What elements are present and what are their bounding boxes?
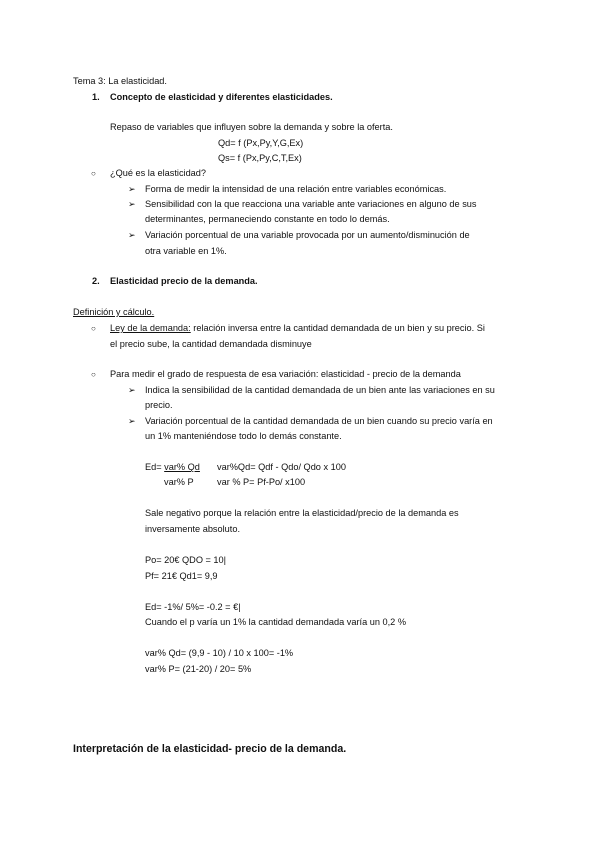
section-2-title: Elasticidad precio de la demanda. xyxy=(110,276,258,286)
circle-bullet-icon: ○ xyxy=(91,169,96,178)
var-qd-formula: var%Qd= Qdf - Qdo/ Qdo x 100 xyxy=(217,462,346,472)
law-of-demand-line-2: el precio sube, la cantidad demandada disminuye xyxy=(110,339,312,349)
example-initial: Po= 20€ QDO = 10| xyxy=(145,555,227,565)
definition-heading: Definición y cálculo. xyxy=(73,307,155,317)
topic-title: Tema 3: La elasticidad. xyxy=(73,76,167,86)
interpretation-heading: Interpretación de la elasticidad- precio de la demanda. xyxy=(73,743,347,755)
ed-numerator: var% Qd xyxy=(164,462,200,472)
sensitivity-line-2: precio. xyxy=(145,400,173,410)
section-2-number: 2. xyxy=(92,276,100,286)
arrow-bullet-icon: ➢ xyxy=(128,230,136,240)
law-of-demand-text: relación inversa entre la cantidad demandada de un bien y su precio. Si xyxy=(190,323,485,333)
arrow-bullet-icon: ➢ xyxy=(128,416,136,426)
ed-denominator: var% P xyxy=(164,477,194,487)
measure-response: Para medir el grado de respuesta de esa variación: elasticidad - precio de la demanda xyxy=(110,369,461,379)
var-p-formula: var % P= Pf-Po/ x100 xyxy=(217,477,306,487)
circle-bullet-icon: ○ xyxy=(91,370,96,379)
negative-note-line-1: Sale negativo porque la relación entre la elasticidad/precio de la demanda es xyxy=(145,508,459,518)
arrow-bullet-icon: ➢ xyxy=(128,385,136,395)
example-var-qd: var% Qd= (9,9 - 10) / 10 x 100= -1% xyxy=(145,648,294,658)
circle-bullet-icon: ○ xyxy=(91,324,96,333)
definition-point-2-line-2: determinantes, permaneciendo constante en todo lo demás. xyxy=(145,214,390,224)
elasticity-formula-ed xyxy=(145,462,200,473)
example-elasticity: Ed= -1%/ 5%= -0.2 = €| xyxy=(145,602,241,612)
negative-note-line-2: inversamente absoluto. xyxy=(145,524,240,534)
arrow-bullet-icon: ➢ xyxy=(128,184,136,194)
variables-intro: Repaso de variables que influyen sobre la demanda y sobre la oferta. xyxy=(110,122,393,132)
ed-label: Ed= xyxy=(145,462,162,472)
sensitivity-line-1: Indica la sensibilidad de la cantidad demandada de un bien ante las variaciones en su xyxy=(145,385,495,395)
arrow-bullet-icon: ➢ xyxy=(128,199,136,209)
supply-function: Qs= f (Px,Py,C,T,Ex) xyxy=(218,153,302,163)
section-1-title: Concepto de elasticidad y diferentes elasticidades. xyxy=(110,92,333,102)
definition-point-1: Forma de medir la intensidad de una relación entre variables económicas. xyxy=(145,184,447,194)
definition-point-3-line-2: otra variable en 1%. xyxy=(145,246,227,256)
law-of-demand xyxy=(110,323,485,334)
example-var-p: var% P= (21-20) / 20= 5% xyxy=(145,664,252,674)
section-1-number: 1. xyxy=(92,92,100,102)
demand-function: Qd= f (Px,Py,Y,G,Ex) xyxy=(218,138,304,148)
definition-point-3-line-1: Variación porcentual de una variable provocada por un aumento/disminución de xyxy=(145,230,470,240)
law-of-demand-label: Ley de la demanda: xyxy=(110,323,191,333)
example-interpretation: Cuando el p varía un 1% la cantidad demandada varía un 0,2 % xyxy=(145,617,407,627)
elasticity-question: ¿Qué es la elasticidad? xyxy=(110,168,207,178)
percentage-variation-line-1: Variación porcentual de la cantidad demandada de un bien cuando su precio varía en xyxy=(145,416,493,426)
percentage-variation-line-2: un 1% manteniéndose todo lo demás constante. xyxy=(145,431,342,441)
example-final: Pf= 21€ Qd1= 9,9 xyxy=(145,571,218,581)
definition-point-2-line-1: Sensibilidad con la que reacciona una variable ante variaciones en alguno de sus xyxy=(145,199,477,209)
